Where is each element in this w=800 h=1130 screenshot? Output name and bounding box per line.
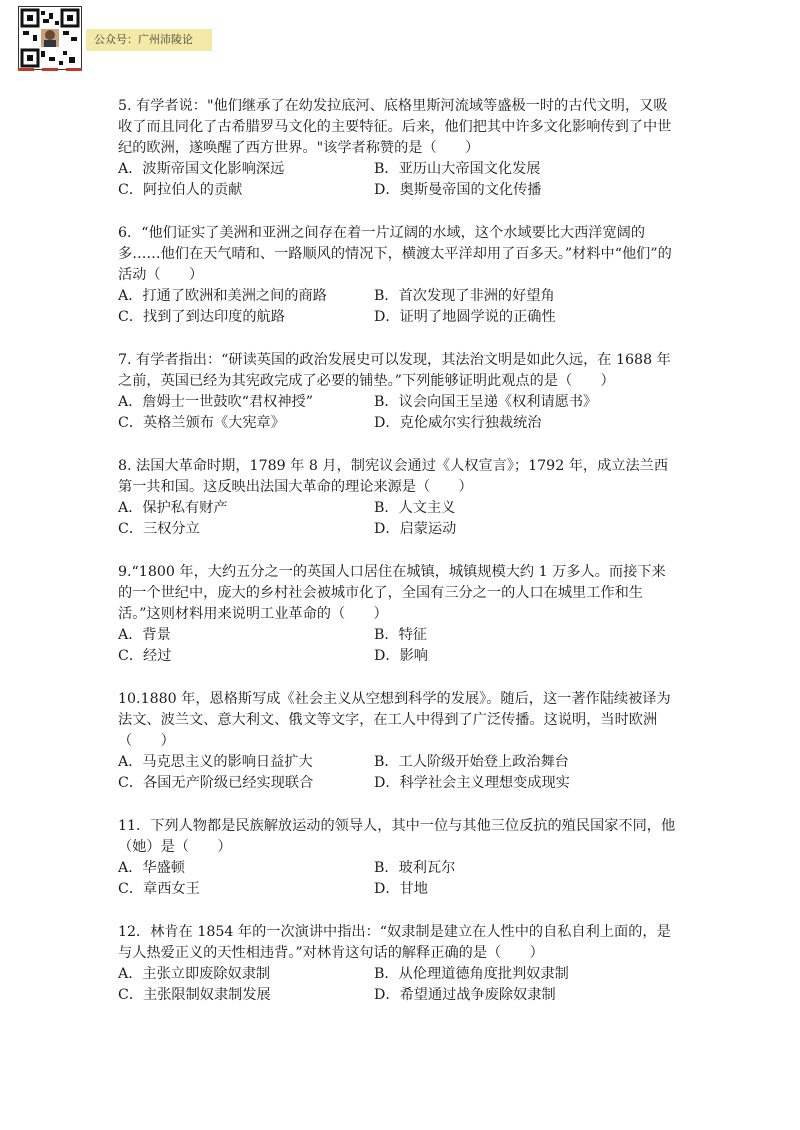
option-d: D．克伦威尔实行独裁统治 [374,415,542,431]
question-stem: 7. 有学者指出：“研读英国的政治发展史可以发现，其法治文明是如此久远，在 1688 年之前，英国已经为其宪政完成了必要的铺垫。”下列能够证明此观点的是（ ） [118,352,671,389]
option-list [118,498,678,540]
option-b: B．亚历山大帝国文化发展 [374,161,541,177]
option-c: C．各国无产阶级已经实现联合 [118,775,314,791]
option-c: C．英格兰颁布《大宪章》 [118,415,285,431]
option-list [118,858,678,900]
option-a: A．保护私有财产 [118,500,228,516]
question-6 [118,223,678,328]
option-list [118,286,678,328]
question-stem: 8. 法国大革命时期，1789 年 8 月，制宪议会通过《人权宣言》；1792 年，成立法兰西第一共和国。这反映出法国大革命的理论来源是（ ） [118,458,669,495]
option-a: A．打通了欧洲和美洲之间的商路 [118,288,327,304]
option-c: C．经过 [118,648,172,664]
option-b: B．首次发现了非洲的好望角 [374,288,555,304]
question-stem: 11．下列人物都是民族解放运动的领导人，其中一位与其他三位反抗的殖民国家不同，他（她）是（ ） [118,818,676,855]
question-10 [118,689,678,794]
option-list [118,964,678,1006]
question-12 [118,922,678,1006]
option-c: C．阿拉伯人的贡献 [118,182,243,198]
question-8 [118,456,678,540]
option-a: A．主张立即废除奴隶制 [118,966,271,982]
option-list [118,392,678,434]
question-stem: 12．林肯在 1854 年的一次演讲中指出：“奴隶制是建立在人性中的自私自利上面的，是与人热爱正义的天性相违背。”对林肯这句话的解释正确的是（ ） [118,924,671,961]
option-b: B．从伦理道德角度批判奴隶制 [374,966,569,982]
question-stem: 5. 有学者说："他们继承了在幼发拉底河、底格里斯河流域等盛极一时的古代文明，又吸收了而且同化了古希腊罗马文化的主要特征。后来，他们把其中许多文化影响传到了中世纪的欧洲，遂唤醒了西方世界。"该学者称赞的是（ ） [118,98,672,156]
option-d: D．启蒙运动 [374,521,457,537]
option-b: B．议会向国王呈递《权利请愿书》 [374,394,598,410]
option-c: C．主张限制奴隶制发展 [118,987,271,1003]
option-a: A．马克思主义的影响日益扩大 [118,754,313,770]
option-d: D．希望通过战争废除奴隶制 [374,987,556,1003]
option-d: D．奥斯曼帝国的文化传播 [374,182,542,198]
option-a: A．背景 [118,627,171,643]
option-list [118,159,678,201]
question-stem: 9.“1800 年，大约五分之一的英国人口居住在城镇，城镇规模大约 1 万多人。而接下来的一个世纪中，庞大的乡村社会被城市化了，全国有三分之一的人口在城里工作和生活。”这则材料用来说明工业革命的（ ） [118,564,666,622]
question-9 [118,562,678,667]
question-stem: 10.1880 年，恩格斯写成《社会主义从空想到科学的发展》。随后，这一著作陆续被译为法文、波兰文、意大利文、俄文等文字，在工人中得到了广泛传播。这说明，当时欧洲（ ） [118,691,671,749]
option-a: A．波斯帝国文化影响深远 [118,161,285,177]
option-a: A．詹姆士一世鼓吹“君权神授” [118,394,314,410]
question-7 [118,350,678,434]
question-stem: 6．“他们证实了美洲和亚洲之间存在着一片辽阔的水域，这个水域要比大西洋宽阔的多……他们在天气晴和、一路顺风的情况下，横渡太平洋却用了百多天。”材料中“他们”的活动（ ） [118,225,672,283]
option-c: C．三权分立 [118,521,200,537]
option-b: B．工人阶级开始登上政治舞台 [374,754,569,770]
question-list [118,96,678,1028]
option-d: D．证明了地圆学说的正确性 [374,309,556,325]
question-11 [118,816,678,900]
option-c: C．章西女王 [118,881,200,897]
option-b: B．玻利瓦尔 [374,860,456,876]
question-5 [118,96,678,201]
qr-code-icon [18,6,82,70]
option-b: B．特征 [374,627,427,643]
option-d: D．影响 [374,648,428,664]
option-list [118,625,678,667]
option-b: B．人文主义 [374,500,456,516]
option-d: D．科学社会主义理想变成现实 [374,775,570,791]
qr-caption-marks [18,68,82,74]
option-list [118,752,678,794]
account-banner: 公众号：广州沛陵论 [86,29,212,51]
option-c: C．找到了到达印度的航路 [118,309,285,325]
option-d: D．甘地 [374,881,428,897]
page-header [16,4,796,74]
option-a: A．华盛顿 [118,860,185,876]
